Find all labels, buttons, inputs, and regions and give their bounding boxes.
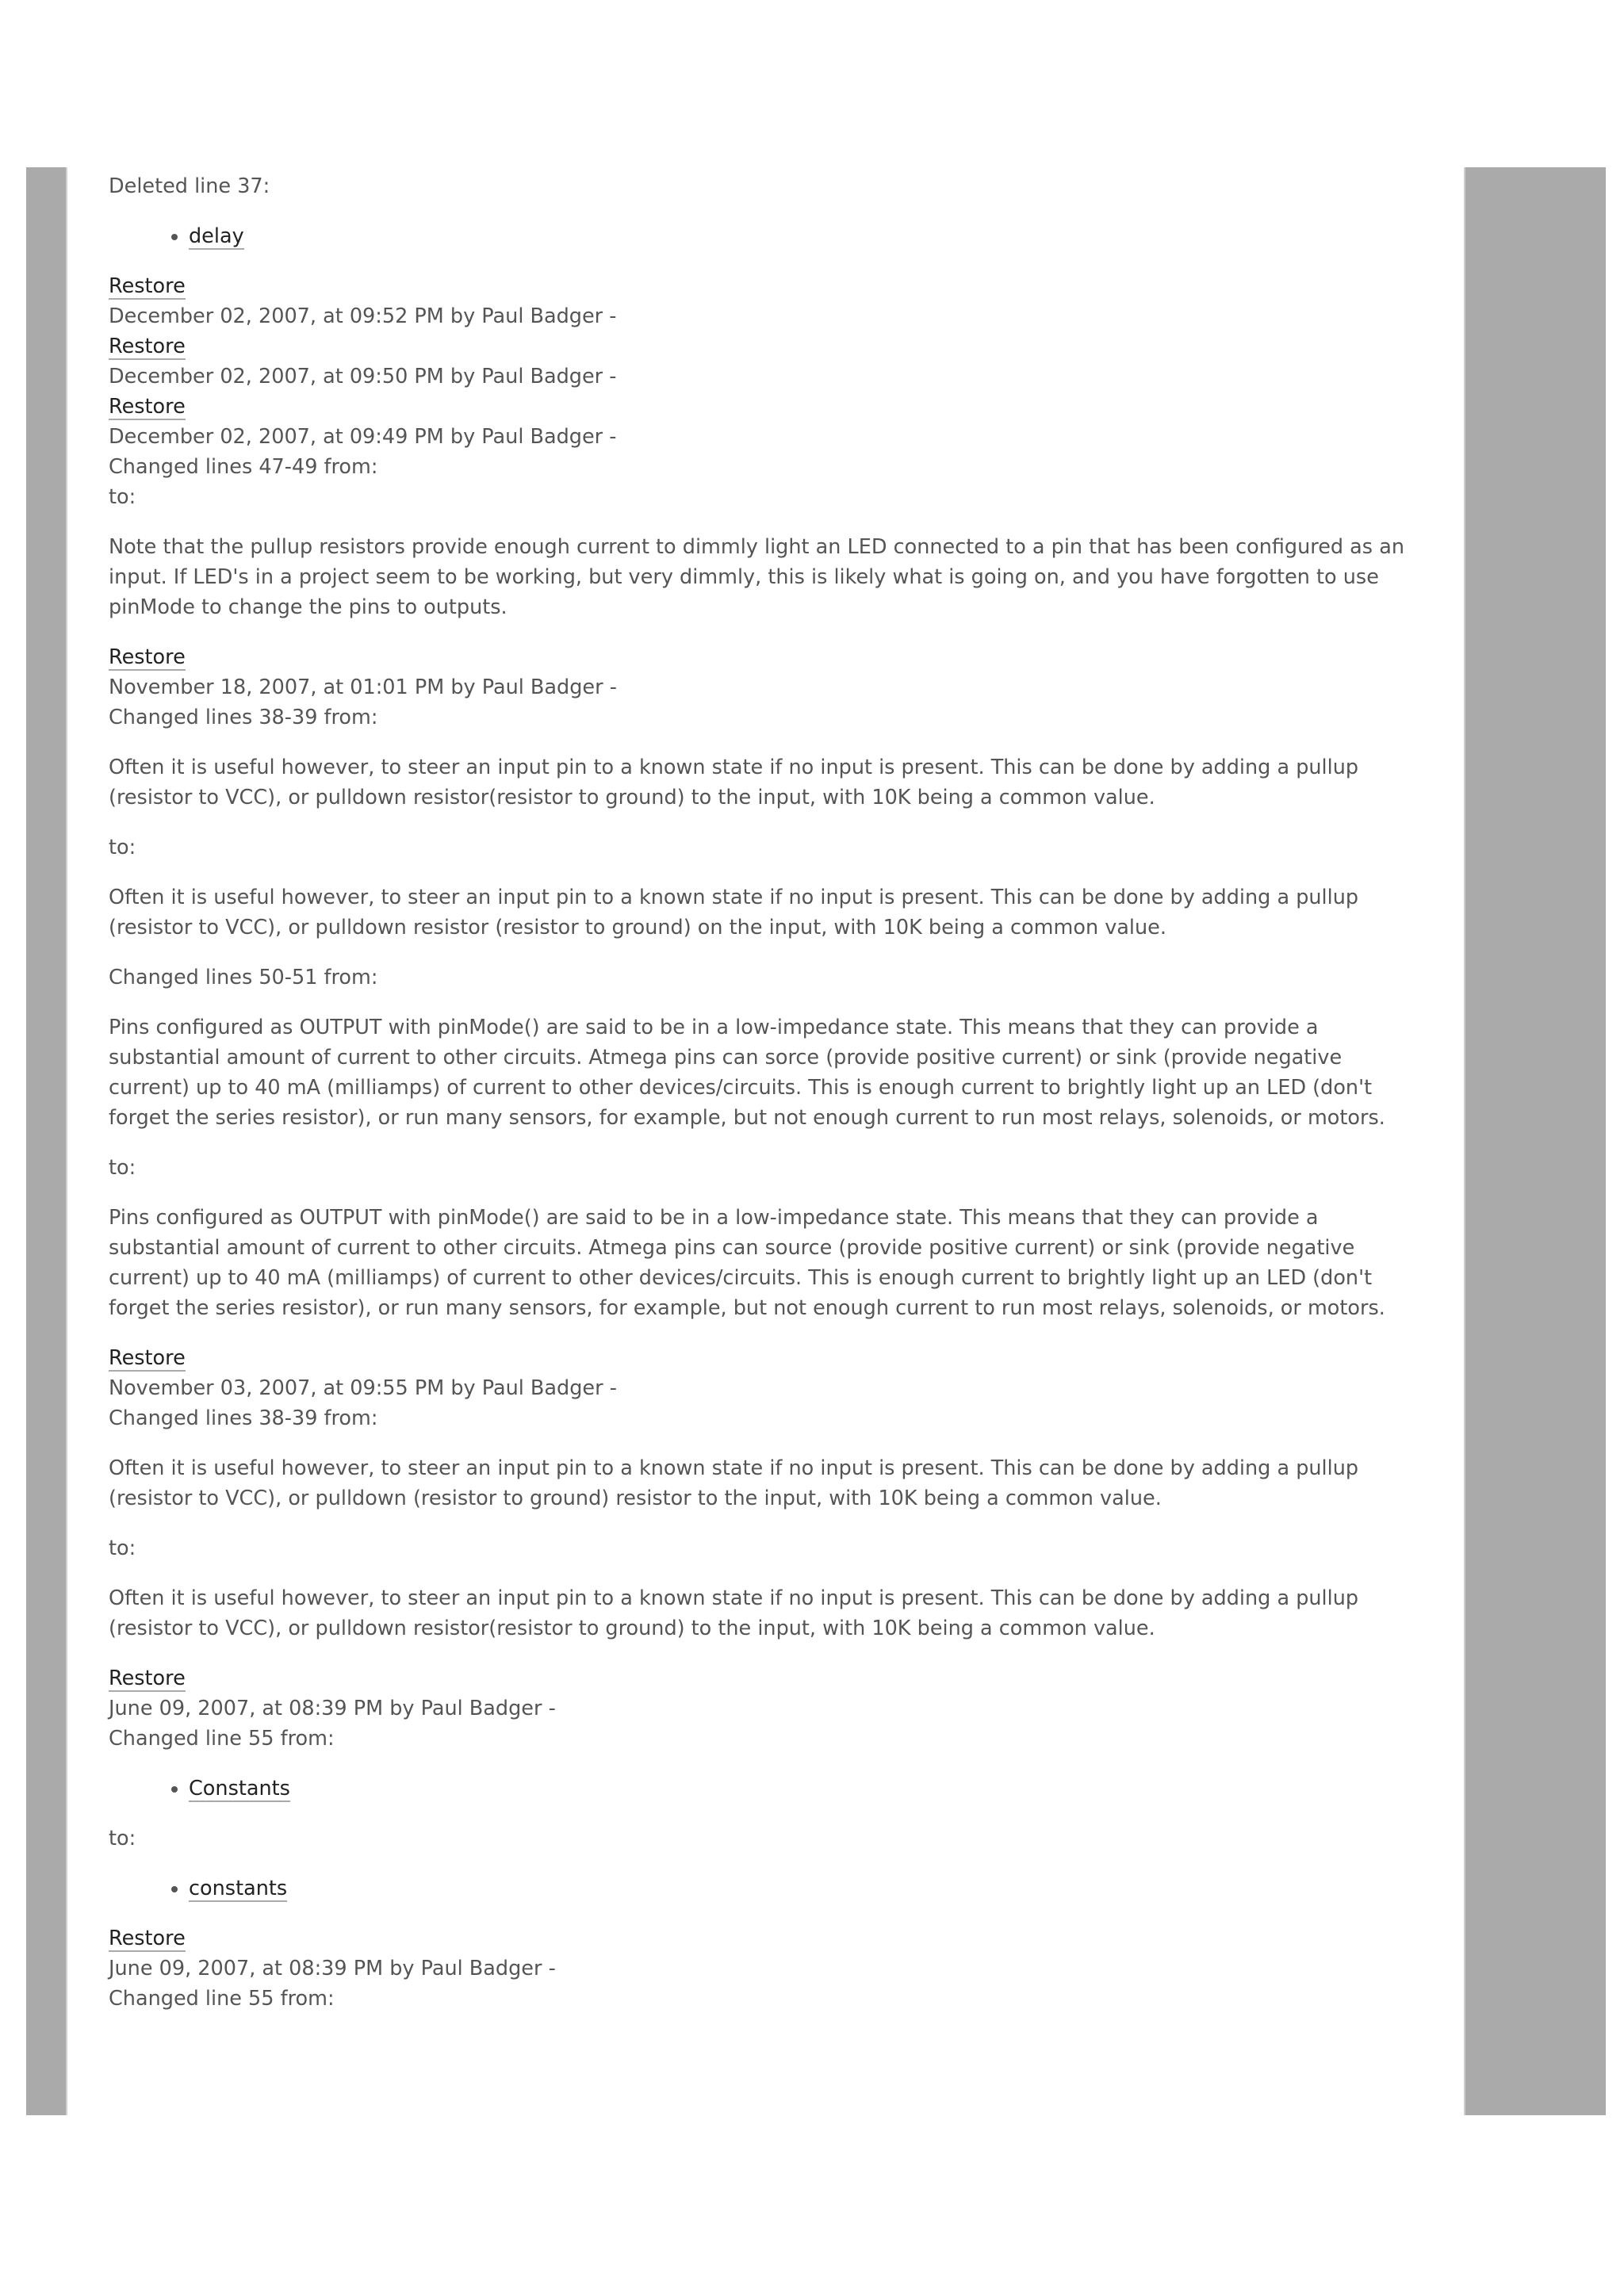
to-label: to: [109,836,136,859]
changed-lines-label: Changed line 55 from: [109,1727,335,1751]
list-item [189,1774,1425,1804]
list-item [189,1873,1425,1904]
delay-link[interactable]: delay [189,224,244,248]
diff-text: Often it is useful however, to steer an input pin to a known state if no input is present. This can be done by adding a pullup (resistor to VCC), or pulldown resistor(resistor to ground) to the input, with 10K being a common value. [109,1586,1359,1640]
right-sidebar-bar [1464,167,1606,2115]
revision-meta: June 09, 2007, at 08:39 PM by Paul Badger - [109,1957,556,1980]
deleted-list [109,221,1425,251]
to-label: to: [109,1156,136,1180]
left-sidebar-bar [26,167,67,2115]
list-item [189,221,1425,251]
changed-lines-label: Changed lines 38-39 from: [109,706,378,729]
diff-text: Often it is useful however, to steer an input pin to a known state if no input is present. This can be done by adding a pullup (resistor to VCC), or pulldown resistor(resistor to ground) to the input, with 10K being a common value. [109,756,1359,809]
constants-link[interactable]: constants [189,1877,288,1900]
revision-meta: June 09, 2007, at 08:39 PM by Paul Badger - [109,1697,556,1720]
diff-text: Often it is useful however, to steer an input pin to a known state if no input is present. This can be done by adding a pullup (resistor to VCC), or pulldown resistor (resistor to ground) on the input, with 10K being a common value. [109,886,1359,939]
revision-block-7 [109,1923,1425,2014]
deleted-line-label: Deleted line 37: [109,174,270,198]
diff-text: Often it is useful however, to steer an input pin to a known state if no input is present. This can be done by adding a pullup (resistor to VCC), or pulldown (resistor to ground) resistor to the input, with 10K being a common value. [109,1456,1359,1510]
diff-text: Pins configured as OUTPUT with pinMode() are said to be in a low-impedance state. This means that they can provide a substantial amount of current to other circuits. Atmega pins can source (provide positive current) or sink (provide negative current) up to 40 mA (milliamps) of current to other devices/circuits. This is enough current to brightly light up an LED (don't forget the series resistor), or run many sensors, for example, but not enough current to run most relays, solenoids, or motors. [109,1206,1385,1320]
to-label: to: [109,1536,136,1560]
revision-block-4 [109,642,1425,733]
changed-lines-label: Changed lines 47-49 from: [109,455,378,479]
changed-lines-label: Changed line 55 from: [109,1987,335,2011]
revision-meta: November 03, 2007, at 09:55 PM by Paul Badger - [109,1376,617,1400]
restore-link[interactable]: Restore [109,1346,186,1370]
restore-link[interactable]: Restore [109,1927,186,1950]
diff-text: Pins configured as OUTPUT with pinMode() are said to be in a low-impedance state. This means that they can provide a substantial amount of current to other circuits. Atmega pins can sorce (provide positive current) or sink (provide negative current) up to 40 mA (milliamps) of current to other devices/circuits. This is enough current to brightly light up an LED (don't forget the series resistor), or run many sensors, for example, but not enough current to run most relays, solenoids, or motors. [109,1016,1385,1130]
revision-block-1 [109,271,1425,512]
revision-meta: December 02, 2007, at 09:52 PM by Paul Badger - [109,304,617,328]
revision-meta: November 18, 2007, at 01:01 PM by Paul Badger - [109,675,617,699]
constants-link[interactable]: Constants [189,1777,290,1800]
restore-link[interactable]: Restore [109,1667,186,1690]
revision-meta: December 02, 2007, at 09:49 PM by Paul Badger - [109,425,617,449]
restore-link[interactable]: Restore [109,645,186,669]
from-list [109,1774,1425,1804]
revision-history [109,171,1425,2034]
revision-block-6 [109,1663,1425,1754]
to-list [109,1873,1425,1904]
to-label: to: [109,485,136,509]
diff-text: Note that the pullup resistors provide enough current to dimmly light an LED connected to a pin that has been configured as an input. If LED's in a project seem to be working, but very dimmly, this is likely what is going on, and you have forgotten to use pinMode to change the pins to outputs. [109,535,1404,619]
revision-block-5 [109,1343,1425,1433]
restore-link[interactable]: Restore [109,274,186,298]
changed-lines-label: Changed lines 50-51 from: [109,966,378,989]
to-label: to: [109,1827,136,1850]
restore-link[interactable]: Restore [109,395,186,419]
revision-meta: December 02, 2007, at 09:50 PM by Paul Badger - [109,365,617,388]
restore-link[interactable]: Restore [109,335,186,358]
changed-lines-label: Changed lines 38-39 from: [109,1406,378,1430]
